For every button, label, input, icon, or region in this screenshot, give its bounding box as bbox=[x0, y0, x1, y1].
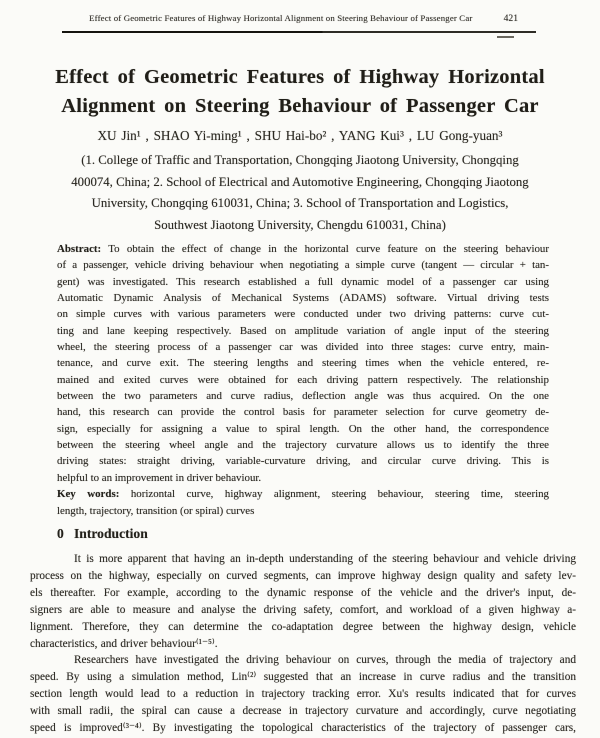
abstract-line: hand, this research can provide the control basis for parameter selection for curve geometry de- bbox=[57, 406, 549, 419]
body-line: with small radii, the spiral can cause a decrease in trajectory curvature and accordingly, curve negotiating bbox=[30, 705, 576, 718]
body-line: It is more apparent that having an in-depth understanding of the steering behaviour and vehicle driving bbox=[74, 553, 576, 565]
body-line: els thereafter. For example, according to the dynamic response of the vehicle and the driver's input, de- bbox=[30, 586, 576, 599]
abstract-line: sign, especially for assigning a value to spiral length. On the other hand, the correspondence bbox=[57, 422, 549, 435]
affiliations bbox=[48, 150, 552, 236]
abstract-line: driving states: straight driving, variable-curvature driving, and circular curve driving. This is bbox=[57, 455, 549, 468]
authors-line: XU Jin¹ , SHAO Yi-ming¹ , SHU Hai-bo² , YANG Kui³ , LU Gong-yuan³ bbox=[97, 128, 503, 143]
keywords-text bbox=[57, 486, 549, 519]
text-line: Alignment on Steering Behaviour of Passenger Car bbox=[61, 94, 539, 117]
abstract-and-keywords bbox=[57, 241, 549, 519]
keywords-line-label: Key words: bbox=[57, 488, 120, 501]
abstract-line: ting and lane keeping respectively. Based on amplitude variation of angle input of the steering bbox=[57, 324, 549, 337]
abstract-line bbox=[57, 241, 549, 257]
body-line: characteristics, and driver behaviour⁽¹⁻⁵⁾. bbox=[30, 637, 218, 650]
abstract-line: of a passenger, vehicle driving behaviour when negotiating a simple curve (tangent — circular + tan- bbox=[57, 259, 549, 272]
body-line: lignment. Therefore, they can determine the co-adaptation degree between the highway design, vehicle bbox=[30, 620, 576, 633]
abstract-line-text: To obtain the effect of change in the horizontal curve feature on the steering behaviour bbox=[101, 243, 549, 255]
intro-paragraph-2 bbox=[30, 652, 576, 737]
running-head bbox=[68, 13, 518, 24]
abstract-line-label: Abstract: bbox=[57, 243, 102, 255]
keywords-line-text: horizontal curve, highway alignment, steering behaviour, steering time, steering bbox=[119, 488, 549, 501]
text-line: 400074, China; 2. School of Electrical and Automotive Engineering, Chongqing Jiaotong bbox=[71, 174, 529, 189]
text-line: University, Chongqing 610031, China; 3. School of Transportation and Logistics, bbox=[91, 196, 509, 211]
section-heading-introduction: 0 Introduction bbox=[57, 526, 148, 541]
intro-paragraph-1 bbox=[30, 551, 576, 652]
abstract-line: on simple curves with various parameters were conducted under two driving patterns: curve cut- bbox=[57, 308, 549, 321]
paper-title bbox=[40, 63, 560, 120]
body-line: process on the highway, especially on curved segments, can improve highway design quality and safety lev- bbox=[30, 569, 576, 582]
keywords-line: length, trajectory, transition (or spiral) curves bbox=[57, 504, 255, 517]
body-line: speed. By using a simulation method, Lin⁽²⁾ suggested that an increase in curve radius and the transition bbox=[30, 671, 576, 684]
abstract-line: mained and exited curves were obtained for each driving pattern respectively. The relationship bbox=[57, 373, 549, 386]
running-title: Effect of Geometric Features of Highway Horizontal Alignment on Steering Behaviour of Passenger Car bbox=[89, 13, 473, 23]
abstract-line: gent) was investigated. This research established a full dynamic model of a passenger car using bbox=[57, 275, 549, 288]
keywords-line bbox=[57, 486, 549, 502]
introduction-body bbox=[30, 551, 576, 737]
header-dash-mark bbox=[497, 36, 514, 38]
abstract-line: helpful to an improvement in driver behaviour. bbox=[57, 471, 262, 484]
body-line: section length would lead to a reduction in trajectory tracking error. Xu's results indicated that for curves bbox=[30, 688, 576, 701]
page-number: 421 bbox=[503, 13, 518, 24]
abstract-line: between the steering wheel angle and the trajectory curvature allows us to identify the three bbox=[57, 439, 549, 452]
text-line: Effect of Geometric Features of Highway Horizontal bbox=[55, 66, 545, 88]
abstract-line: between the two parameters and curve radius, deflection angle was thus acquired. On the one bbox=[57, 390, 549, 403]
abstract-line: wheel, the steering process of a passenger car was divided into three stages: curve entry, main- bbox=[57, 341, 549, 354]
body-line: speed is improved⁽³⁻⁴⁾. By investigating the topological characteristics of the trajectory of passenger cars, bbox=[30, 722, 576, 735]
body-line: Researchers have investigated the driving behaviour on curves, through the media of trajectory and bbox=[74, 654, 576, 667]
abstract-line: Automatic Dynamic Analysis of Mechanical Systems (ADAMS) software. Virtual driving tests bbox=[57, 292, 549, 305]
abstract-line: tenance, and curve exit. The steering lengths and steering times when the vehicle entered, re- bbox=[57, 357, 549, 370]
text-line: Southwest Jiaotong University, Chengdu 610031, China) bbox=[154, 217, 446, 232]
abstract-text bbox=[57, 241, 549, 486]
body-line: signers are able to measure and analyse the driving safety, comfort, and workload of a given highway a- bbox=[30, 603, 576, 616]
header-rule bbox=[62, 31, 536, 33]
text-line: (1. College of Traffic and Transportation, Chongqing Jiaotong University, Chongqing bbox=[81, 153, 519, 167]
